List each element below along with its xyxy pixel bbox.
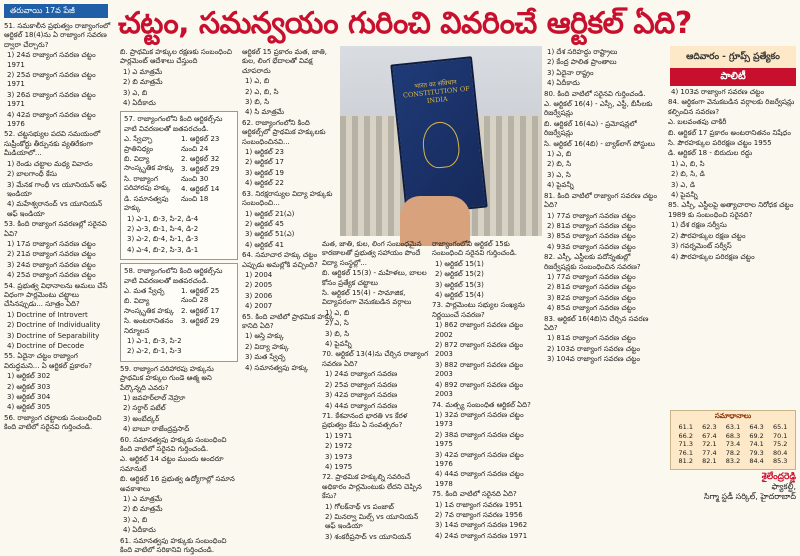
answer-cell: 69.2 [749,431,764,440]
match-left-item: సి. రాజ్యాంగ పరిహారపు హక్కు [124,174,171,193]
answer-cell: 64.3 [749,423,764,431]
option-line: 2) ఎ-3, బి-1, సి-4, డి-2 [127,224,199,233]
option-line: 1) ఎ-1, బి-3, సి-2 [127,336,182,345]
text-line: 4) ఏదీకాదు [123,99,156,108]
text-line: 2) విద్యా హక్కు [245,342,289,351]
text-line: సి. ఆర్టికల్ 15(4) - సామాజిక, విద్యాపరంగా వెనుకబడిన వర్గాలు [322,289,412,307]
text-line: ఆర్టికల్ 15 ప్రకారం మత, జాతి, కుల, లింగ భేదాలతో వివక్ష చూపరాదు [242,48,328,75]
text-line: 1) ఎ, బి, సి [671,159,705,168]
text-line: 2) 81వ రాజ్యాంగ సవరణ చట్టం [547,283,636,292]
text-line: 3) 42వ రాజ్యాంగ సవరణ [325,391,398,400]
answer-cell: 85.3 [772,457,788,466]
answer-cell: 82.1 [702,457,717,466]
text-line: 3) 85వ రాజ్యాంగ సవరణ చట్టం [547,232,636,241]
match-right-item: 2. ఆర్టికల్ 17 [181,306,220,315]
text-line: ఎ. ఆర్టికల్ 14 చట్టం ముందు అందరూ సమానులే [120,455,224,473]
text-line: 1) ఎ, బి [325,308,350,317]
text-line: 63. నిరక్షరాస్యుల విద్యా హక్కుకు సంబంధించి... [242,189,333,208]
text-line: 75. కింది వాటిలో సరైనది ఏది? [432,490,517,499]
question-text: 58. రాజ్యాంగంలోని కింది ఆర్టికల్స్‌ను వాటి వివరణలతో జతపరచండి. [124,267,223,285]
emblem-icon [421,120,462,170]
option-line: 1) ఎ-1, బి-3, సి-2, డి-4 [127,214,199,223]
answers-grid [671,423,795,466]
text-line: 1) ఆస్తి హక్కు [245,332,284,341]
answer-cell: 71.3 [678,440,694,449]
text-line: 51. సమకాలీన ప్రభుత్వం రాజ్యాంగంలో ఆర్టికల్ 18(4)ను ఏ రాజ్యాంగ సవరణ ద్వారా చేర్చారు? [4,22,111,49]
answer-cell: 83.2 [725,457,741,466]
text-line: 2) 103వ రాజ్యాంగ సవరణ చట్టం [547,344,641,353]
page-headline: చట్టం, సమన్వయం గురించి వివరించే ఆర్టికల్ ఏది? [118,6,692,41]
text-line: 2) 2005 [245,281,273,290]
text-line: 2) బి, సి, డి [671,170,705,179]
match-right-item: 4. ఆర్టికల్ 14 నుంచి 18 [181,185,220,203]
text-line: 2) 25వ రాజ్యాంగ సవరణ చట్టం 1971 [7,71,96,89]
text-line: 85. ఎస్సీ, ఎస్టీలపై అత్యాచారాల నిరోధక చట్టం 1989 కు సంబంధించి సరైనది? [668,201,794,219]
book-title: भारत का संविधान CONSTITUTION OF INDIA [402,77,471,106]
answer-cell: 67.4 [702,431,717,440]
text-line: 53. కింది రాజ్యాంగ సవరణల్లో సరైనవి ఏవి? [4,220,107,238]
text-line: ఎ. ఆర్టికల్ 16(4) - ఎస్సీ, ఎస్టీ, బీసీలకు రిజర్వేషన్లు [544,100,653,118]
author-institute: సిగ్మా స్టడీ సర్కిల్, హైదరాబాద్ [703,492,796,501]
text-line: డి. ఆర్టికల్ 18 - బిరుదుల రద్దు [668,149,753,158]
text-line: 52. చట్టసభ్యుల పదవి సమయంలో సుప్రీంకోర్టు తీర్పునకు వ్యతిరేకంగా మీడియాలో... [4,130,101,158]
text-line: 2) బి మాత్రమే [123,78,163,87]
text-line: 4) 892 రాజ్యాంగ సవరణ చట్టం 2003 [435,380,524,399]
answers-box [670,410,796,470]
text-line: 81. కింది వాటిలో రాజ్యాంగ సవరణ చట్టం ఏది? [544,191,658,210]
text-line: 4) 2007 [245,302,273,311]
text-line: 3) అంబేద్కర్ [123,414,160,423]
text-line: 3) మేనక గాంధీ vs యూనియన్ ఆఫ్ ఇండియా [7,180,107,198]
text-line: 4) సి మాత్రమే [245,108,285,117]
text-line: 3) Doctrine of Separability [7,331,100,340]
text-line: 3) 42వ రాజ్యాంగ సవరణ చట్టం 1976 [435,450,524,468]
answer-cell: 78.2 [725,448,741,457]
text-line: 83. ఆర్టికల్ 16(4బి)ని చేర్చిన సవరణ ఏది? [544,314,649,332]
text-line: 3) 26వ రాజ్యాంగ సవరణ చట్టం 1971 [7,90,96,109]
text-line: 2) సర్దార్ పటేల్ [123,404,166,413]
text-line: 2) పౌరహక్కుల రక్షణ చట్టం [671,231,746,240]
text-line: 1) 1వ రాజ్యాంగ సవరణ 1951 [435,500,523,509]
text-line: సి. పౌరహక్కుల పరిరక్షణ చట్టం 1955 [668,139,772,148]
text-line: మత, జాతి, కుల, లింగ సంబంధమైన కారణాలతో ప్రభుత్వ సహాయం పొందే విద్యా సంస్థల్లో... [322,240,422,267]
match-left-item: సి. అంటరానితనం నిర్మూలన [124,317,174,335]
text-line: 2) Doctrine of Individuality [7,321,101,330]
text-line: 4) ఆర్టికల్ 305 [7,403,51,412]
answer-cell: 76.1 [678,448,694,457]
text-line: 2) ఎ, బి, సి [245,87,279,96]
option-line: 2) ఎ-2, బి-1, సి-3 [127,347,182,356]
match-right-item: 1. ఆర్టికల్ 23 నుంచి 24 [181,135,220,153]
column-5 [432,240,540,540]
text-line: 4) 44వ రాజ్యాంగ సవరణ చట్టం 1978 [435,470,524,488]
constitution-book-image [390,56,487,216]
text-line: 3) 104వ రాజ్యాంగ సవరణ చట్టం [547,355,641,364]
text-line: బి. ఆర్టికల్ 16(4ఎ) - ప్రమోషన్లలో రిజర్వేషన్లు [544,119,637,138]
text-line: 54. ప్రభుత్వ విధానాలను అమలు చేసే విధంగా పార్లమెంటు చట్టాలు చేసినప్పుడు... సూత్రం ఏది? [4,281,108,309]
match-question-58 [120,263,238,362]
text-line: బి. ఆర్టికల్ 16 ప్రభుత్వ ఉద్యోగాల్లో సమాన అవకాశాలు [120,475,235,493]
text-line: 2) 25వ రాజ్యాంగ సవరణ [325,380,398,389]
text-line: 4) మహేశ్వరానంద్ vs యూనియన్ ఆఫ్ ఇండియా [7,200,103,218]
text-line: 3) 14వ రాజ్యాంగ సవరణ 1962 [435,521,528,530]
text-line: 3) 882 రాజ్యాంగ సవరణ చట్టం 2003 [435,360,524,379]
text-line: 4) 85వ రాజ్యాంగ సవరణ చట్టం [547,304,636,313]
text-line: 3) బి, సి [325,329,350,338]
text-line: 2) బాలగాంధీ కేసు [7,170,57,179]
text-line: 2) ఆర్టికల్ 45 [245,219,284,228]
text-line: 1) ఎ మాత్రమే [123,495,163,504]
text-line: 4) 24వ రాజ్యాంగ సవరణ 1971 [435,531,528,540]
text-line: 3) మత స్వేచ్ఛ [245,353,286,362]
column-1 [4,22,114,504]
text-line: 3) ఎ, డి [671,180,696,189]
text-line: 2) 38వ రాజ్యాంగ సవరణ చట్టం 1975 [435,430,524,449]
match-left-item: ఎ. స్వేచ్ఛా ప్రాతినిధ్యం [124,135,154,153]
text-line: 1) రెండు చట్టాల మధ్య వివాదం [7,159,93,168]
text-line: 3) 2006 [245,291,273,300]
text-line: 4) 1975 [325,462,353,471]
text-line: 62. రాజ్యాంగంలోని కింది ఆర్టికల్స్‌లో ప్రాథమిక హక్కులకు సంబంధించినవి... [242,118,326,146]
text-line: 1) 862 రాజ్యాంగ సవరణ చట్టం 2002 [435,321,524,339]
text-line: 1) జవహర్‌లాల్ నెహ్రూ [123,394,186,402]
text-line: 2) 1972 [325,442,353,451]
option-line: 3) ఎ-2, బి-4, సి-1, డి-3 [127,235,199,244]
answer-cell: 66.2 [678,431,694,440]
constitution-photo [340,46,542,236]
text-line: 60. సమానత్వపు హక్కుకు సంబంధించి కింది వాటిలో సరైనవి గుర్తించండి. [120,435,227,454]
text-line: 3) శంకరీప్రసాద్ vs యూనియన్ [325,532,412,541]
text-line: బి. ఆర్టికల్ 17 ప్రకారం అంటరానితనం నిషేధం [668,128,791,137]
text-line: 3) ఆర్టికల్ 304 [7,393,51,402]
text-line: 4) 93వ రాజ్యాంగ సవరణ చట్టం [547,242,636,251]
text-line: 3) 82వ రాజ్యాంగ సవరణ చట్టం [547,293,636,302]
text-line: 1) 81వ రాజ్యాంగ సవరణ చట్టం [547,334,636,343]
text-line: 3) బి, సి [245,98,270,107]
text-line: 4) 42వ రాజ్యాంగ సవరణ చట్టం 1976 [7,110,96,129]
match-left-item: బి. విద్యా సాంస్కృతిక హక్కు [124,297,174,315]
column-2 [120,48,238,555]
hand-image [400,196,470,246]
column-7 [668,88,796,408]
text-line: 4) 44వ రాజ్యాంగ సవరణ [325,401,398,410]
text-line: 2) 81వ రాజ్యాంగ సవరణ చట్టం [547,221,636,230]
text-line: 1) దేశ రక్షణ సర్వీసు [671,221,727,230]
text-line: రాజ్యాంగంలోని ఆర్టికల్ 15కు సంబంధించి సరైనవి గుర్తించండి. [432,240,517,258]
answer-cell: 61.1 [678,423,694,431]
match-right-item: 1. ఆర్టికల్ 25 నుంచి 28 [181,286,220,305]
text-line: 55. ఏదైనా చట్టం రాజ్యాంగ విరుద్ధమని... ఏ ఆర్టికల్ ప్రకారం? [4,352,92,370]
text-line: 1) ఎ మాత్రమే [123,67,163,76]
match-question-57 [120,111,238,260]
author-name: శైలేంద్రరెడ్డి [761,472,796,482]
text-line: 3) ఆర్టికల్ 19 [245,168,284,177]
text-line: 80. కింది వాటిలో సరైనవి గుర్తించండి. [544,89,646,98]
answer-cell: 81.2 [678,457,694,466]
match-left-item: డి. సమానత్వపు హక్కు [124,194,169,213]
answer-cell: 70.1 [772,431,788,440]
text-line: 1) ఆర్టికల్ 15(1) [435,259,484,268]
text-line: 2) బి, సి [547,160,572,169]
text-line: 2) 7వ రాజ్యాంగ సవరణ 1956 [435,510,523,519]
section-subject: పాలిటీ [670,68,796,86]
text-line: 1) ఆర్టికల్ 302 [7,372,51,381]
text-line: 4) పైవన్నీ [671,191,698,200]
column-4 [322,240,430,541]
text-line: ఎ. బలవంతపు చాకిరీ [668,118,727,127]
answer-cell: 79.3 [749,448,764,457]
text-line: 61. సమానత్వపు హక్కుకు సంబంధించి కింది వాటిలో సరికానివి గుర్తించండి. [120,536,227,555]
text-line: 4) సమానత్వపు హక్కు [245,363,309,372]
text-line: 2) ఆర్టికల్ 303 [7,382,51,391]
author-role: ఫ్యాకల్టీ, [771,482,796,491]
text-line: 1) 24వ రాజ్యాంగ సవరణ [325,370,398,379]
answer-cell: 72.1 [702,440,717,449]
text-line: 3) ఆర్టికల్ 51(ఎ) [245,230,295,239]
answer-cell: 62.3 [702,423,717,431]
text-line: 1) ఆర్టికల్ 21(ఎ) [245,209,295,218]
answer-cell: 80.4 [772,448,788,457]
text-line: 4) పైవన్నీ [325,340,352,349]
text-line: 1) గోలక్‌నాథ్ vs పంజాబ్ [325,502,394,511]
text-line: 4) బాబూ రాజేంద్రప్రసాద్ [123,425,190,434]
text-line: 2) 21వ రాజ్యాంగ సవరణ చట్టం [7,250,96,259]
text-line: 1) 2004 [245,270,273,279]
text-line: 64. సమాచార హక్కు చట్టం ఎప్పుడు అమల్లోకి వచ్చింది? [242,251,318,269]
text-line: సి. ఆర్టికల్ 16(4బి) - బ్యాక్‌లాగ్ పోస్టులు [544,139,655,148]
author-credit [670,472,796,504]
text-line: 3) ఆర్టికల్ 15(3) [435,280,484,289]
text-line: 59. రాజ్యాంగ పరిహారపు హక్కును ప్రాథమిక హక్కుల గుండె ఆత్మ అని పేర్కొన్నది ఎవరు? [120,364,214,392]
text-line: 1) 1971 [325,431,353,440]
text-line: 2) మినర్వా మిల్స్ vs యూనియన్ ఆఫ్ ఇండియా [325,512,419,531]
continued-tag: తరువాయి 17వ పేజీ [4,4,108,18]
text-line: 4) 25వ రాజ్యాంగ సవరణ చట్టం [7,271,96,280]
text-line: 2) ఆర్టికల్ 15(2) [435,270,484,279]
option-line: 4) ఎ-4, బి-2, సి-3, డి-1 [127,245,199,254]
text-line: 71. కేశవానంద భారతి vs కేరళ ప్రభుత్వం కేసు ఏ సంవత్సరం? [322,411,408,430]
text-line: 1) దేశ సరిహద్దు రాష్ట్రాలు [547,48,618,56]
text-line: 3) ఎ, సి [547,170,571,179]
text-line: 4) ఆర్టికల్ 15(4) [435,291,484,300]
text-line: 73. పార్లమెంటు సభ్యుల సంఖ్యను నిర్ణయించే సవరణ? [432,301,525,319]
text-line: 3) ఏదైనా రాష్ట్రం [547,68,594,77]
answer-cell: 75.2 [772,440,788,449]
match-left-item: ఎ. మత స్వేచ్ఛ [124,286,165,295]
answer-cell: 77.4 [702,448,717,457]
text-line: 1) 32వ రాజ్యాంగ సవరణ చట్టం 1973 [435,410,524,429]
text-line: 74. మత్స్య సంబంధిత ఆర్టికల్ ఏది? [432,400,531,409]
text-line: 1) 17వ రాజ్యాంగ సవరణ చట్టం [7,239,96,248]
text-line: 56. రాజ్యాంగ చట్టాలకు సంబంధించి కింది వాటిలో సరైనవి గుర్తించండి. [4,413,102,432]
section-top: ఆదివారం - గ్రూప్స్ ప్రత్యేకం [670,46,796,68]
text-line: 4) ఏదీకాదు [547,79,580,88]
text-line: 1) ఆర్టికల్ 23 [245,148,284,157]
text-line: 4) పౌరహక్కుల పరిరక్షణ చట్టం [671,252,755,261]
text-line: బి. ఆర్టికల్ 15(3) - మహిళలు, బాలల కోసం ప్రత్యేక చట్టాలు [322,269,427,287]
text-line: 70. ఆర్టికల్ 13(4)ను చేర్చిన రాజ్యాంగ సవరణ ఏది? [322,350,429,368]
text-line: 4) 103వ రాజ్యాంగ సవరణ చట్టం [671,88,765,96]
text-line: 2) ఎ, సి [325,319,349,328]
text-line: 1) ఎ, బి [547,150,572,159]
text-line: 72. ప్రాథమిక హక్కుల్ని సవరించే అధికారం పార్లమెంటుకు లేదని చెప్పిన కేసు? [322,473,422,501]
text-line: 1) 77వ రాజ్యాంగ సవరణ చట్టం [547,211,636,220]
text-line: 65. కింది వాటిలో ప్రాథమిక హక్కు కానిది ఏది? [242,312,334,330]
section-header [670,46,796,86]
answer-cell: 68.3 [725,431,741,440]
question-text: 57. రాజ్యాంగంలోని కింది ఆర్టికల్స్‌ను వాటి వివరణలతో జతపరచండి. [124,115,223,133]
text-line: 2) 872 రాజ్యాంగ సవరణ చట్టం 2003 [435,341,524,359]
text-line: 1) ఎ, బి [245,77,270,86]
match-right-item: 3. ఆర్టికల్ 29 నుంచి 30 [181,165,220,183]
text-line: 4) పైవన్నీ [547,181,574,190]
text-line: 1) Doctrine of Introvert [7,310,88,319]
text-line: 84. ఆర్థికంగా వెనుకబడిన వర్గాలకు రిజర్వేషన్లు కల్పించిన సవరణ? [668,98,795,116]
text-line: 4) Doctrine of Decode [7,342,85,350]
match-right-item: 3. ఆర్టికల్ 29 [181,317,220,326]
answer-cell: 74.1 [749,440,764,449]
text-line: 1) 77వ రాజ్యాంగ సవరణ చట్టం [547,272,636,281]
answers-title: సమాధానాలు [714,412,752,420]
text-line: 3) ఎ, బి [123,515,148,524]
text-line: 3) 24వ రాజ్యాంగ సవరణ చట్టం [7,260,96,269]
answer-cell: 63.1 [725,423,741,431]
text-line: 2) కేంద్ర పాలిత ప్రాంతాలు [547,58,617,67]
text-line: 4) ఏదీకాదు [123,526,156,535]
text-line: 3) ఎ, బి [123,88,148,97]
text-line: 1) 24వ రాజ్యాంగ సవరణ చట్టం 1971 [7,51,96,69]
text-line: 3) గవర్నమెంట్ సర్వీస్ [671,242,732,251]
text-line: 2) బి మాత్రమే [123,505,163,514]
text-line: 82. ఎస్సీ, ఎస్టీలకు పదోన్నతుల్లో రిజర్వేషన్లకు సంబంధించిన సవరణ? [544,253,641,271]
match-left-item: బి. విద్యా సాంస్కృతిక హక్కు [124,155,174,173]
answer-cell: 65.1 [772,423,788,431]
answer-cell: 84.4 [749,457,764,466]
text-line: 4) ఆర్టికల్ 41 [245,240,284,249]
answer-cell: 73.4 [725,440,741,449]
match-right-item: 2. ఆర్టికల్ 32 [181,155,220,164]
text-line: 2) ఆర్టికల్ 17 [245,158,284,167]
text-line: 3) 1973 [325,452,353,461]
text-line: బి. ప్రాథమిక హక్కుల రక్షణకు సంబంధించి పార్లమెంట్ ఆదేశాలు చేస్తుంది [120,48,233,66]
text-line: 4) ఆర్టికల్ 22 [245,179,284,188]
column-6 [544,48,664,504]
